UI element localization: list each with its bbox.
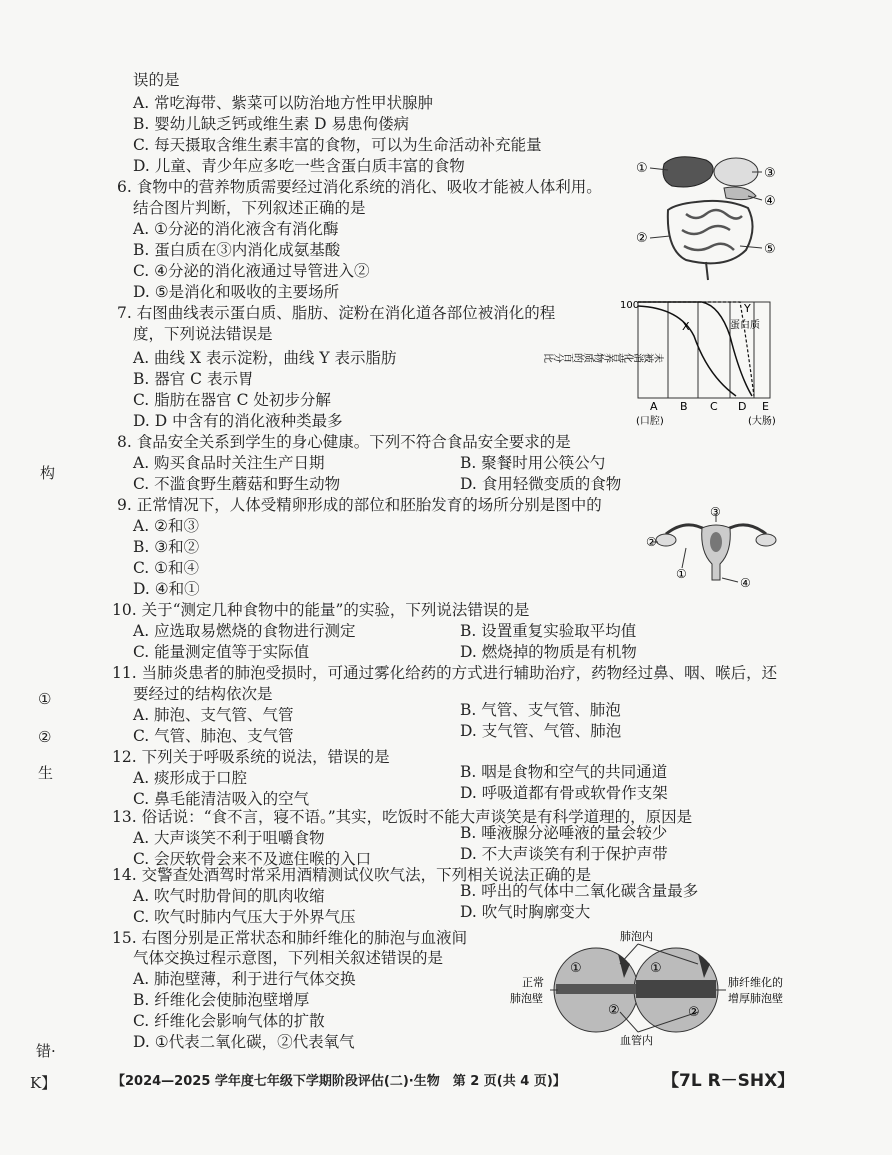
text-line-l29: 11. 当肺炎患者的肺泡受损时，可通过雾化给药的方式进行辅助治疗，药物经过鼻、咽、喉后，还 bbox=[112, 664, 778, 682]
digestive-system-figure bbox=[636, 150, 786, 280]
text-line-l18: 8. 食品安全关系到学生的身心健康。下列不符合食品安全要求的是 bbox=[117, 433, 571, 451]
margin-mark-s6: K】 bbox=[30, 1074, 57, 1092]
text-line-l02: A. 常吃海带、紫菜可以防治地方性甲状腺肿 bbox=[133, 94, 434, 112]
margin-mark-s5: 错· bbox=[36, 1042, 56, 1060]
text-line-l13: 度，下列说法错误是 bbox=[133, 325, 273, 343]
text-line-l24: C. ①和④ bbox=[133, 559, 200, 577]
text-line-l09: B. 蛋白质在③内消化成氨基酸 bbox=[133, 241, 341, 259]
text-line-l17: D. D 中含有的消化液种类最多 bbox=[133, 412, 343, 430]
text-line-l39: 14. 交警查处酒驾时常采用酒精测试仪吹气法，下列相关说法正确的是 bbox=[112, 866, 592, 884]
text-line-l35a: C. 鼻毛能清洁吸入的空气 bbox=[133, 790, 310, 808]
alveolus-mark-1-left: ① bbox=[570, 961, 582, 976]
text-line-l06: 6. 食物中的营养物质需要经过消化系统的消化、吸收才能被人体利用。 bbox=[117, 178, 602, 196]
text-line-l04: C. 每天摄取含维生素丰富的食物，可以为生命活动补充能量 bbox=[133, 136, 542, 154]
margin-mark-s1: 构 bbox=[40, 464, 56, 482]
text-line-l26: 10. 关于“测定几种食物中的能量”的实验，下列说法错误的是 bbox=[112, 601, 530, 619]
text-line-l27b: B. 设置重复实验取平均值 bbox=[460, 622, 637, 640]
repro-label-2: ② bbox=[646, 535, 657, 549]
curve-xcat-e: E bbox=[762, 400, 769, 413]
digestive-label-2: ② bbox=[636, 231, 648, 246]
text-line-l19b: B. 聚餐时用公筷公勺 bbox=[460, 454, 606, 472]
text-line-l32a: C. 气管、肺泡、支气管 bbox=[133, 727, 294, 745]
alveolus-exchange-figure bbox=[508, 928, 798, 1048]
alveolus-mark-1-right: ① bbox=[650, 961, 662, 976]
text-line-l40a: A. 吹气时肋骨间的肌肉收缩 bbox=[133, 887, 325, 905]
text-line-l28b: D. 燃烧掉的物质是有机物 bbox=[460, 643, 637, 661]
text-line-l22: A. ②和③ bbox=[133, 517, 199, 535]
text-line-l05: D. 儿童、青少年应多吃一些含蛋白质丰富的食物 bbox=[133, 157, 465, 175]
curve-label-y: Y bbox=[744, 302, 751, 315]
text-line-l46: C. 纤维化会影响气体的扩散 bbox=[133, 1012, 325, 1030]
alveolus-bottom-label: 血管内 bbox=[620, 1034, 653, 1047]
text-line-l34a: A. 痰形成于口腔 bbox=[133, 769, 248, 787]
digestion-curve-chart bbox=[544, 296, 790, 436]
alveolus-right-label-2: 增厚肺泡壁 bbox=[728, 992, 783, 1005]
curve-xcat-d: D bbox=[738, 400, 747, 413]
text-line-l27a: A. 应选取易燃烧的食物进行测定 bbox=[133, 622, 356, 640]
text-line-l11: D. ⑤是消化和吸收的主要场所 bbox=[133, 283, 340, 301]
text-line-l40b: B. 呼出的气体中二氧化碳含量最多 bbox=[460, 882, 699, 900]
text-line-l33: 12. 下列关于呼吸系统的说法，错误的是 bbox=[112, 748, 390, 766]
curve-label-x: X bbox=[682, 320, 690, 333]
text-line-l43: 气体交换过程示意图，下列相关叙述错误的是 bbox=[133, 949, 444, 967]
text-line-l03: B. 婴幼儿缺乏钙或维生素 D 易患佝偻病 bbox=[133, 115, 410, 133]
text-line-l16: C. 脂肪在器官 C 处初步分解 bbox=[133, 391, 331, 409]
reproductive-system-figure bbox=[646, 505, 786, 592]
margin-mark-s2: ① bbox=[38, 690, 52, 708]
text-line-l10: C. ④分泌的消化液通过导管进入② bbox=[133, 262, 370, 280]
repro-label-4: ④ bbox=[740, 576, 751, 590]
text-line-l34b: B. 咽是食物和空气的共同通道 bbox=[460, 763, 668, 781]
text-line-l20a: C. 不滥食野生蘑菇和野生动物 bbox=[133, 475, 341, 493]
text-line-l41b: D. 吹气时胸廓变大 bbox=[460, 903, 591, 921]
text-line-l36: 13. 俗话说：“食不言，寝不语。”其实，吃饭时不能大声谈笑是有科学道理的，原因是 bbox=[112, 808, 693, 826]
text-line-l15: B. 器官 C 表示胃 bbox=[133, 370, 254, 388]
alveolus-right-label-1: 肺纤维化的 bbox=[728, 976, 783, 989]
text-line-l28a: C. 能量测定值等于实际值 bbox=[133, 643, 310, 661]
alveolus-left-label-2: 肺泡壁 bbox=[510, 992, 543, 1005]
text-line-l37a: A. 大声谈笑不利于咀嚼食物 bbox=[133, 829, 325, 847]
curve-xcat-b: B bbox=[680, 400, 688, 413]
curve-ytick: 100 bbox=[620, 300, 640, 311]
digestive-label-5: ⑤ bbox=[764, 242, 776, 257]
margin-mark-s3: ② bbox=[38, 728, 52, 746]
curve-xcat-a: A bbox=[650, 400, 658, 413]
text-line-l47: D. ①代表二氧化碳，②代表氧气 bbox=[133, 1033, 355, 1051]
exam-code: 【7L R－SHX】 bbox=[662, 1071, 795, 1091]
text-line-l41a: C. 吹气时肺内气压大于外界气压 bbox=[133, 908, 356, 926]
text-line-l19a: A. 购买食品时关注生产日期 bbox=[133, 454, 325, 472]
curve-xsub-a: (口腔) bbox=[636, 416, 664, 427]
digestive-label-1: ① bbox=[636, 161, 648, 176]
alveolus-mark-2-left: ② bbox=[608, 1003, 620, 1018]
text-line-l01: 误的是 bbox=[133, 71, 180, 89]
margin-mark-s4: 生 bbox=[38, 764, 54, 782]
alveolus-mark-2-right: ② bbox=[688, 1005, 700, 1020]
text-line-l14: A. 曲线 X 表示淀粉，曲线 Y 表示脂肪 bbox=[133, 349, 397, 367]
text-line-l32b: D. 支气管、气管、肺泡 bbox=[460, 722, 622, 740]
text-line-l38a: C. 会厌软骨会来不及遮住喉的入口 bbox=[133, 850, 372, 868]
curve-ylabel: 未被消化营养物质的百分比 bbox=[544, 350, 664, 362]
text-line-l30: 要经过的结构依次是 bbox=[133, 685, 273, 703]
text-line-l23: B. ③和② bbox=[133, 538, 200, 556]
curve-xcat-c: C bbox=[710, 400, 718, 413]
alveolus-top-label: 肺泡内 bbox=[620, 930, 653, 943]
text-line-l08: A. ①分泌的消化液含有消化酶 bbox=[133, 220, 339, 238]
text-line-l21: 9. 正常情况下，人体受精卵形成的部位和胚胎发育的场所分别是图中的 bbox=[117, 496, 602, 514]
page-footer: 【2024—2025 学年度七年级下学期阶段评估(二)·生物 第 2 页(共 4 页)】 bbox=[112, 1074, 566, 1089]
repro-label-1: ① bbox=[676, 567, 687, 581]
text-line-l42: 15. 右图分别是正常状态和肺纤维化的肺泡与血液间 bbox=[112, 929, 468, 947]
digestive-label-4: ④ bbox=[764, 194, 776, 209]
curve-xsub-e: (大肠) bbox=[748, 416, 776, 427]
text-line-l45: B. 纤维化会使肺泡壁增厚 bbox=[133, 991, 310, 1009]
text-line-l37b: B. 唾液腺分泌唾液的量会较少 bbox=[460, 824, 668, 842]
text-line-l31a: A. 肺泡、支气管、气管 bbox=[133, 706, 294, 724]
text-line-l31b: B. 气管、支气管、肺泡 bbox=[460, 701, 621, 719]
text-line-l07: 结合图片判断，下列叙述正确的是 bbox=[133, 199, 366, 217]
text-line-l44: A. 肺泡壁薄，利于进行气体交换 bbox=[133, 970, 356, 988]
text-line-l35b: D. 呼吸道都有骨或软骨作支架 bbox=[460, 784, 668, 802]
text-line-l25: D. ④和① bbox=[133, 580, 200, 598]
alveolus-left-label-1: 正常 bbox=[522, 976, 544, 989]
repro-label-3: ③ bbox=[710, 505, 721, 519]
curve-label-protein: 蛋白质 bbox=[730, 320, 760, 331]
text-line-l20b: D. 食用轻微变质的食物 bbox=[460, 475, 622, 493]
text-line-l12: 7. 右图曲线表示蛋白质、脂肪、淀粉在消化道各部位被消化的程 bbox=[117, 304, 556, 322]
digestive-label-3: ③ bbox=[764, 166, 776, 181]
text-line-l38b: D. 不大声谈笑有利于保护声带 bbox=[460, 845, 668, 863]
